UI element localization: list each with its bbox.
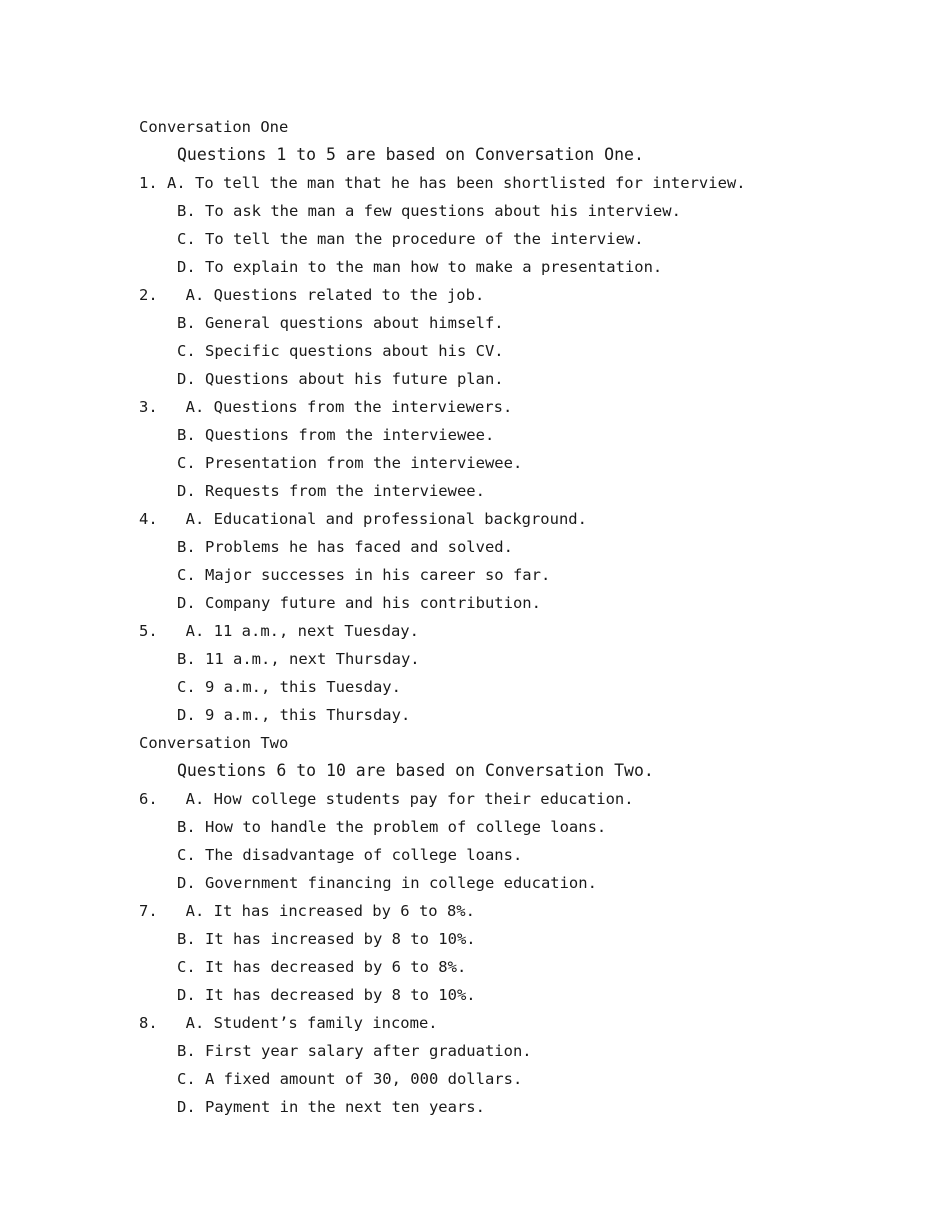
section-title: Conversation One <box>139 118 289 136</box>
answer-option: D. Government financing in college education. <box>177 874 597 892</box>
question-item <box>139 173 746 193</box>
answer-option: C. The disadvantage of college loans. <box>177 846 523 864</box>
answer-option: D. Requests from the interviewee. <box>177 482 485 500</box>
section-intro: Questions 6 to 10 are based on Conversation Two. <box>177 761 654 780</box>
question-spacer <box>158 286 186 304</box>
question-spacer <box>158 902 186 920</box>
answer-option: A. It has increased by 6 to 8%. <box>185 902 475 920</box>
answer-option: A. Questions related to the job. <box>185 286 485 304</box>
answer-option: C. Specific questions about his CV. <box>177 342 504 360</box>
answer-option: D. It has decreased by 8 to 10%. <box>177 986 476 1004</box>
question-spacer <box>158 174 167 192</box>
answer-option: A. How college students pay for their education. <box>185 790 634 808</box>
answer-option: B. First year salary after graduation. <box>177 1042 532 1060</box>
question-item <box>139 621 419 641</box>
question-spacer <box>158 510 186 528</box>
question-item <box>139 285 484 305</box>
question-number: 4. <box>139 510 158 528</box>
answer-option: C. A fixed amount of 30, 000 dollars. <box>177 1070 523 1088</box>
answer-option: B. How to handle the problem of college loans. <box>177 818 607 836</box>
answer-option: D. To explain to the man how to make a presentation. <box>177 258 663 276</box>
answer-option: B. It has increased by 8 to 10%. <box>177 930 476 948</box>
answer-option: D. Payment in the next ten years. <box>177 1098 485 1116</box>
section-intro: Questions 1 to 5 are based on Conversation One. <box>177 145 644 164</box>
question-spacer <box>158 398 186 416</box>
question-number: 6. <box>139 790 158 808</box>
answer-option: C. Presentation from the interviewee. <box>177 454 523 472</box>
question-number: 3. <box>139 398 158 416</box>
section-title: Conversation Two <box>139 734 289 752</box>
answer-option: C. To tell the man the procedure of the interview. <box>177 230 644 248</box>
question-number: 2. <box>139 286 158 304</box>
answer-option: A. Educational and professional background. <box>185 510 587 528</box>
question-item <box>139 509 587 529</box>
answer-option: D. Questions about his future plan. <box>177 370 504 388</box>
question-spacer <box>158 790 186 808</box>
question-item <box>139 901 475 921</box>
answer-option: B. 11 a.m., next Thursday. <box>177 650 420 668</box>
answer-option: A. Student’s family income. <box>185 1014 438 1032</box>
question-spacer <box>158 622 186 640</box>
question-item <box>139 1013 438 1033</box>
answer-option: B. Problems he has faced and solved. <box>177 538 513 556</box>
answer-option: C. 9 a.m., this Tuesday. <box>177 678 401 696</box>
answer-option: B. To ask the man a few questions about his interview. <box>177 202 681 220</box>
question-item <box>139 397 512 417</box>
question-number: 7. <box>139 902 158 920</box>
question-number: 1. <box>139 174 158 192</box>
answer-option: A. Questions from the interviewers. <box>185 398 513 416</box>
answer-option: B. General questions about himself. <box>177 314 504 332</box>
answer-option: D. 9 a.m., this Thursday. <box>177 706 411 724</box>
question-item <box>139 789 634 809</box>
question-spacer <box>158 1014 186 1032</box>
answer-option: A. To tell the man that he has been shortlisted for interview. <box>167 174 746 192</box>
answer-option: A. 11 a.m., next Tuesday. <box>185 622 419 640</box>
question-number: 8. <box>139 1014 158 1032</box>
answer-option: C. It has decreased by 6 to 8%. <box>177 958 467 976</box>
question-number: 5. <box>139 622 158 640</box>
answer-option: B. Questions from the interviewee. <box>177 426 495 444</box>
answer-option: C. Major successes in his career so far. <box>177 566 551 584</box>
answer-option: D. Company future and his contribution. <box>177 594 541 612</box>
